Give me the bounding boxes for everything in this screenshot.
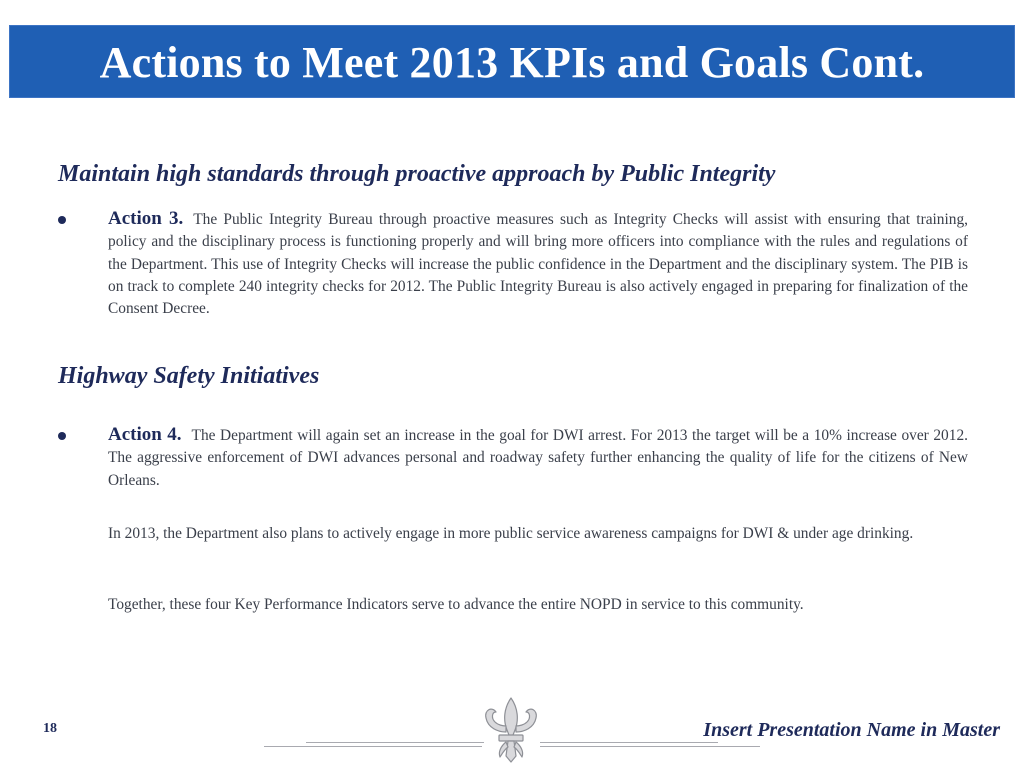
footer-divider-right [540, 746, 760, 747]
title-bar [9, 25, 1015, 98]
action-3-text: The Public Integrity Bureau through proactive measures such as Integrity Checks will assist with ensuring that training, policy and the disciplinary process is functioning properly and will bring more officers into compliance with the rules and regulations of the Department. This use of Integrity Checks will increase the public confidence in the Department and the disciplinary system. The PIB is on track to complete 240 integrity checks for 2012. The Public Integrity Bureau is also actively engaged in preparing for finalization of the Consent Decree. [108, 211, 969, 318]
bullet-icon [58, 216, 66, 224]
action-4-text: The Department will again set an increase in the goal for DWI arrest. For 2013 the target will be a 10% increase over 2012. The aggressive enforcement of DWI advances personal and roadway safety further enhancing the quality of life for the citizens of New Orleans. [108, 427, 968, 489]
section-heading-public-integrity: Maintain high standards through proactive approach by Public Integrity [58, 161, 776, 187]
action-3-label: Action 3. [108, 208, 184, 229]
slide-title: Actions to Meet 2013 KPIs and Goals Cont. [99, 38, 925, 87]
footer-presentation-name: Insert Presentation Name in Master [703, 719, 1000, 741]
action-4-label: Action 4. [108, 424, 182, 445]
action-3-paragraph [108, 208, 968, 320]
footer-divider-right-inner [540, 742, 718, 743]
fleur-de-lis-icon [482, 696, 540, 764]
footer-divider-left [264, 746, 482, 747]
kpi-summary-paragraph: Together, these four Key Performance Indicators serve to advance the entire NOPD in service to this community. [108, 596, 804, 613]
page-number: 18 [43, 721, 57, 736]
dwi-campaign-paragraph: In 2013, the Department also plans to actively engage in more public service awareness campaigns for DWI & under age drinking. [108, 525, 914, 542]
bullet-icon [58, 432, 66, 440]
section-heading-highway-safety: Highway Safety Initiatives [58, 363, 320, 389]
action-4-paragraph [108, 424, 968, 492]
footer-divider-left-inner [306, 742, 484, 743]
